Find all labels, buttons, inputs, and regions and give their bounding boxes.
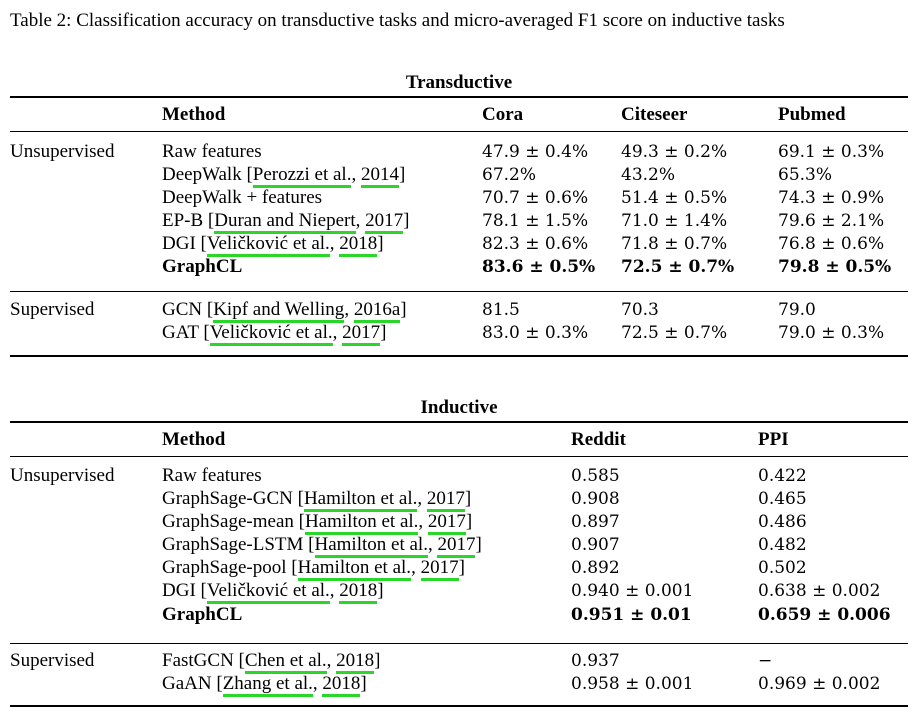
method-cell <box>162 673 367 695</box>
citation-link[interactable]: Hamilton et al. <box>315 534 428 558</box>
method-cell <box>162 299 407 321</box>
value-cell: 0.422 <box>758 466 807 486</box>
citation-bracket: ] <box>465 511 473 532</box>
citation-link[interactable]: 2017 <box>342 322 380 346</box>
group-label: Supervised <box>10 299 95 320</box>
value-cell: 0.937 <box>571 651 620 671</box>
citation-link[interactable]: 2018 <box>336 650 374 674</box>
transductive-title: Transductive <box>405 72 513 93</box>
method-cell <box>162 650 380 672</box>
header-rule <box>10 131 908 132</box>
citation-bracket: ] <box>398 164 406 185</box>
citation-separator: , <box>411 557 421 578</box>
citation-separator: , <box>326 650 337 671</box>
method-name: Raw features <box>162 465 262 486</box>
value-cell: 72.5 ± 0.7% <box>621 323 728 343</box>
citation-link[interactable]: Perozzi et al. <box>253 164 352 188</box>
value-cell: 83.0 ± 0.3% <box>482 323 589 343</box>
value-cell: 76.8 ± 0.6% <box>778 234 885 254</box>
citation-link[interactable]: 2018 <box>322 673 360 697</box>
column-header: Reddit <box>571 429 626 450</box>
table-caption: Table 2: Classification accuracy on transductive tasks and micro-averaged F1 score on inductive tasks <box>10 10 785 31</box>
method-name: Raw features <box>162 141 262 162</box>
citation-link[interactable]: 2017 <box>365 210 403 234</box>
method-name: DGI [ <box>162 233 207 254</box>
method-name: GaAN [ <box>162 673 223 694</box>
value-cell: 0.465 <box>758 489 807 509</box>
value-cell: 0.502 <box>758 558 807 578</box>
citation-link[interactable]: Hamilton et al. <box>305 511 418 535</box>
citation-link[interactable]: Veličković et al. <box>207 233 330 257</box>
value-cell: 74.3 ± 0.9% <box>778 188 885 208</box>
method-cell <box>162 511 472 533</box>
citation-bracket: ] <box>374 650 381 671</box>
top-rule <box>10 421 908 423</box>
citation-link[interactable]: 2018 <box>339 580 377 604</box>
citation-link[interactable]: 2018 <box>339 233 377 257</box>
value-cell: 43.2% <box>621 165 676 185</box>
value-cell: 47.9 ± 0.4% <box>482 142 589 162</box>
method-cell <box>162 465 262 487</box>
value-cell: 78.1 ± 1.5% <box>482 211 589 231</box>
citation-link[interactable]: Veličković et al. <box>210 322 333 346</box>
value-cell: 70.7 ± 0.6% <box>482 188 589 208</box>
value-cell: 0.897 <box>571 512 620 532</box>
citation-link[interactable]: Veličković et al. <box>207 580 330 604</box>
column-header: Cora <box>482 104 524 125</box>
value-cell: 0.940 ± 0.001 <box>571 581 694 601</box>
value-cell: 70.3 <box>621 300 659 320</box>
method-cell <box>162 488 471 510</box>
citation-bracket: ] <box>380 322 387 343</box>
method-cell <box>162 580 384 602</box>
citation-bracket: ] <box>475 534 482 555</box>
column-header: Pubmed <box>778 104 846 125</box>
citation-bracket: ] <box>464 488 472 509</box>
method-cell <box>162 187 322 209</box>
bottom-rule <box>10 705 908 707</box>
citation-link[interactable]: 2017 <box>428 511 466 535</box>
citation-separator: , <box>355 210 366 231</box>
value-cell: 0.585 <box>571 466 620 486</box>
citation-link[interactable]: Chen et al. <box>245 650 327 674</box>
group-label: Unsupervised <box>10 465 115 486</box>
value-cell: 0.951 ± 0.01 <box>571 605 692 625</box>
value-cell: 69.1 ± 0.3% <box>778 142 885 162</box>
method-cell <box>162 256 242 278</box>
value-cell: 71.8 ± 0.7% <box>621 234 728 254</box>
column-header: Citeseer <box>621 104 688 125</box>
column-header: Method <box>162 104 226 125</box>
group-label: Supervised <box>10 650 95 671</box>
value-cell: 67.2% <box>482 165 537 185</box>
value-cell: 0.892 <box>571 558 620 578</box>
method-name: DeepWalk [ <box>162 164 253 185</box>
method-cell <box>162 604 242 626</box>
citation-separator: , <box>427 534 438 555</box>
method-cell <box>162 233 384 255</box>
citation-link[interactable]: Kipf and Welling <box>213 299 344 323</box>
citation-link[interactable]: 2016a <box>354 299 400 323</box>
value-cell: 0.482 <box>758 535 807 555</box>
group-label: Unsupervised <box>10 141 115 162</box>
value-cell: 81.5 <box>482 300 520 320</box>
method-name: GraphSage-LSTM [ <box>162 534 315 555</box>
group-rule <box>10 291 908 292</box>
citation-bracket: ] <box>400 299 407 320</box>
citation-link[interactable]: 2014 <box>361 164 399 188</box>
value-cell: − <box>758 651 773 671</box>
citation-separator: , <box>344 299 354 320</box>
method-cell <box>162 210 409 232</box>
method-name: GCN [ <box>162 299 214 320</box>
method-cell <box>162 534 482 556</box>
value-cell: 72.5 ± 0.7% <box>621 257 735 277</box>
value-cell: 51.4 ± 0.5% <box>621 188 728 208</box>
method-cell <box>162 164 405 186</box>
value-cell: 0.907 <box>571 535 620 555</box>
citation-separator: , <box>332 322 343 343</box>
citation-separator: , <box>329 580 340 601</box>
value-cell: 79.0 <box>778 300 816 320</box>
inductive-title: Inductive <box>420 397 498 418</box>
value-cell: 49.3 ± 0.2% <box>621 142 728 162</box>
citation-bracket: ] <box>377 233 384 254</box>
method-name: GraphSage-pool [ <box>162 557 298 578</box>
method-name: GraphSage-GCN [ <box>162 488 304 509</box>
citation-link[interactable]: Zhang et al. <box>223 673 313 697</box>
group-rule <box>10 643 908 644</box>
value-cell: 65.3% <box>778 165 833 185</box>
value-cell: 0.659 ± 0.006 <box>758 605 891 625</box>
column-header: Method <box>162 429 226 450</box>
citation-bracket: ] <box>360 673 367 694</box>
citation-separator: , <box>417 488 427 509</box>
method-name: GraphCL <box>162 256 243 277</box>
citation-separator: , <box>351 164 361 185</box>
method-name: DeepWalk + features <box>162 187 323 208</box>
value-cell: 0.969 ± 0.002 <box>758 674 881 694</box>
citation-link[interactable]: Hamilton et al. <box>298 557 411 581</box>
value-cell: 0.638 ± 0.002 <box>758 581 881 601</box>
citation-link[interactable]: 2017 <box>437 534 475 558</box>
citation-bracket: ] <box>403 210 410 231</box>
method-name: GAT [ <box>162 322 210 343</box>
citation-link[interactable]: Hamilton et al. <box>304 488 417 512</box>
method-cell <box>162 322 386 344</box>
value-cell: 71.0 ± 1.4% <box>621 211 728 231</box>
citation-separator: , <box>329 233 340 254</box>
value-cell: 79.0 ± 0.3% <box>778 323 885 343</box>
column-header: PPI <box>758 429 789 450</box>
method-name: DGI [ <box>162 580 207 601</box>
value-cell: 0.958 ± 0.001 <box>571 674 694 694</box>
citation-link[interactable]: Duran and Niepert <box>214 210 355 234</box>
method-name: GraphSage-mean [ <box>162 511 305 532</box>
top-rule <box>10 96 908 98</box>
citation-bracket: ] <box>377 580 384 601</box>
citation-link[interactable]: 2017 <box>421 557 459 581</box>
value-cell: 79.8 ± 0.5% <box>778 257 892 277</box>
value-cell: 83.6 ± 0.5% <box>482 257 596 277</box>
header-rule <box>10 456 908 457</box>
method-name: FastGCN [ <box>162 650 245 671</box>
method-cell <box>162 557 465 579</box>
value-cell: 79.6 ± 2.1% <box>778 211 885 231</box>
citation-separator: , <box>312 673 323 694</box>
citation-separator: , <box>418 511 428 532</box>
value-cell: 82.3 ± 0.6% <box>482 234 589 254</box>
citation-bracket: ] <box>458 557 465 578</box>
value-cell: 0.486 <box>758 512 807 532</box>
value-cell: 0.908 <box>571 489 620 509</box>
method-name: GraphCL <box>162 604 243 625</box>
bottom-rule <box>10 355 908 357</box>
method-name: EP-B [ <box>162 210 215 231</box>
citation-link[interactable]: 2017 <box>427 488 465 512</box>
method-cell <box>162 141 262 163</box>
